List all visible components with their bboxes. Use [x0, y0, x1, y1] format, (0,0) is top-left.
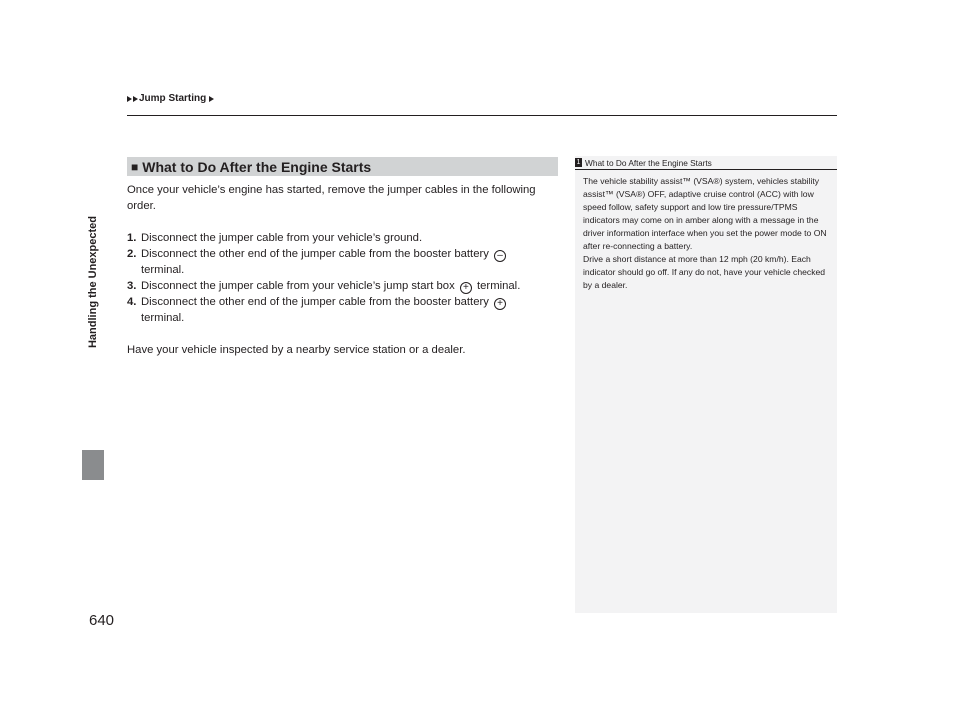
list-item	[127, 294, 557, 326]
step-text: Disconnect the jumper cable from your vehicle’s ground.	[141, 232, 423, 244]
intro-paragraph: Once your vehicle’s engine has started, remove the jumper cables in the following order.	[127, 184, 536, 212]
list-item	[127, 278, 557, 294]
breadcrumb[interactable]	[127, 93, 215, 104]
side-tab-label: Handling the Unexpected	[87, 215, 99, 349]
plus-terminal-icon: +	[460, 282, 472, 294]
step-text: Disconnect the other end of the jumper cable from the booster battery	[141, 296, 489, 308]
step-number: 3.	[127, 280, 137, 292]
chapter-marker	[82, 450, 104, 480]
step-number: 1.	[127, 232, 137, 244]
square-bullet-icon: ■	[131, 159, 139, 174]
reference-mark-icon: 1	[576, 159, 581, 166]
triangle-right-icon	[133, 96, 138, 102]
closing-paragraph: Have your vehicle inspected by a nearby service station or a dealer.	[127, 344, 466, 356]
step-text-continued: terminal.	[141, 312, 185, 324]
list-item	[127, 246, 557, 278]
side-chapter-tab[interactable]	[82, 116, 104, 448]
sidebar-body	[583, 175, 833, 292]
plus-terminal-icon: +	[494, 298, 506, 310]
page-number: 640	[89, 612, 115, 629]
sidebar-title-label: What to Do After the Engine Starts	[585, 157, 712, 168]
sidebar-paragraph: The vehicle stability assist™ (VSA®) system, vehicles stability assist™ (VSA®) OFF, adaptive cruise control (ACC) with low speed follow, safety support and low tire pressure/TPMS indicators may come on in amber along with a message in the driver information interface when you set the power mode to ON after re-connecting a battery.	[583, 176, 827, 251]
step-text: Disconnect the other end of the jumper cable from the booster battery	[141, 248, 489, 260]
list-item	[127, 230, 557, 246]
main-content	[127, 182, 557, 358]
step-text: Disconnect the jumper cable from your vehicle’s jump start box	[141, 280, 455, 292]
triangle-right-icon	[127, 96, 132, 102]
sidebar-paragraph: Drive a short distance at more than 12 mph (20 km/h). Each indicator should go off. If any do not, have your vehicle checked by a dealer.	[583, 254, 826, 290]
triangle-right-icon	[209, 96, 214, 102]
section-title: What to Do After the Engine Starts	[142, 158, 372, 175]
step-number: 2.	[127, 248, 137, 260]
step-list	[127, 230, 557, 326]
breadcrumb-label: Jump Starting	[139, 93, 207, 104]
sidebar-title[interactable]	[575, 156, 837, 170]
header-divider	[127, 115, 837, 116]
step-number: 4.	[127, 296, 137, 308]
sidebar-note	[575, 156, 837, 613]
minus-terminal-icon: –	[494, 250, 506, 262]
section-heading	[127, 157, 558, 176]
step-text-continued: terminal.	[141, 264, 185, 276]
step-text-continued: terminal.	[477, 280, 521, 292]
